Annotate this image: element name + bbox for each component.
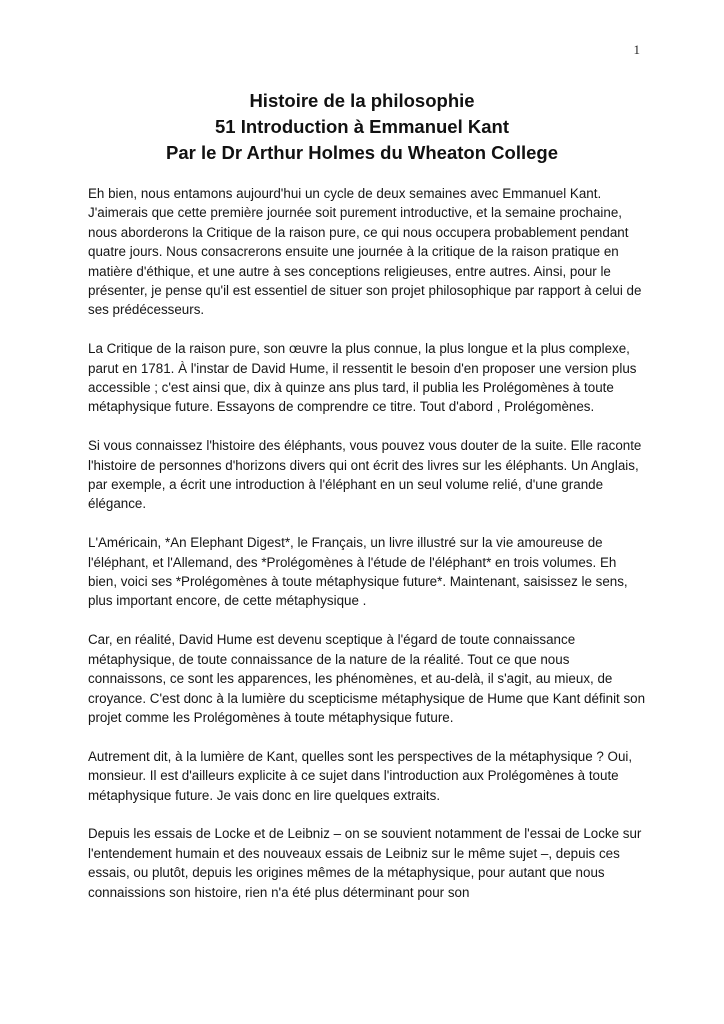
title-line-series: Histoire de la philosophie bbox=[249, 90, 475, 111]
page-number: 1 bbox=[633, 42, 640, 57]
paragraph: Depuis les essais de Locke et de Leibniz – on se souvient notamment de l'essai de Locke sur l'entendement humain et des nouveaux essais de Leibniz sur le même sujet –, depuis ces essais, ou plutôt, depuis les origines mêmes de la métaphysique, pour autant que nous connaissions son histoire, rien n'a été plus déterminant pour son bbox=[88, 826, 642, 900]
paragraph: Si vous connaissez l'histoire des éléphants, vous pouvez vous douter de la suite. Elle raconte l'histoire de personnes d'horizons divers qui ont écrit des livres sur les éléphants. Un Anglais, par exemple, a écrit une introduction à l'éléphant en un seul volume relié, d'une grande élégance. bbox=[88, 438, 642, 512]
paragraph: Autrement dit, à la lumière de Kant, quelles sont les perspectives de la métaphysique ? Oui, monsieur. Il est d'ailleurs explicite à ce sujet dans l'introduction aux Prolégomènes à toute métaphysique future. Je vais donc en lire quelques extraits. bbox=[88, 748, 633, 803]
document-title bbox=[0, 88, 724, 166]
paragraph: Car, en réalité, David Hume est devenu sceptique à l'égard de toute connaissance métaphysique, de toute connaissance de la nature de la réalité. Tout ce que nous connaissons, ce sont les apparences, les phénomènes, et au-delà, il s'agit, au mieux, de croyance. C'est donc à la lumière du scepticisme métaphysique de Hume que Kant définit son projet comme les Prolégomènes à toute métaphysique future. bbox=[88, 632, 646, 725]
paragraph: Eh bien, nous entamons aujourd'hui un cycle de deux semaines avec Emmanuel Kant. J'aimerais que cette première journée soit purement introductive, et la semaine prochaine, nous aborderons la Critique de la raison pure, ce qui nous occupera probablement pendant quatre jours. Nous consacrerons ensuite une journée à la critique de la raison pratique en matière d'éthique, et une autre à ses conceptions religieuses, entre autres. Ainsi, pour le présenter, je pense qu'il est essentiel de situer son projet philosophique par rapport à celui de ses prédécesseurs. bbox=[88, 186, 642, 318]
title-line-lecture: 51 Introduction à Emmanuel Kant bbox=[215, 116, 509, 137]
paragraph: L'Américain, *An Elephant Digest*, le Français, un livre illustré sur la vie amoureuse de l'éléphant, et l'Allemand, des *Prolégomènes à l'étude de l'éléphant* en trois volumes. Eh bien, voici ses *Prolégomènes à toute métaphysique future*. Maintenant, saisissez le sens, plus important encore, de cette métaphysique . bbox=[88, 535, 628, 609]
paragraph: La Critique de la raison pure, son œuvre la plus connue, la plus longue et la plus complexe, parut en 1781. À l'instar de David Hume, il ressentit le besoin d'en proposer une version plus accessible ; c'est ainsi que, dix à quinze ans plus tard, il publia les Prolégomènes à toute métaphysique future. Essayons de comprendre ce titre. Tout d'abord , Prolégomènes. bbox=[88, 341, 637, 415]
title-line-author: Par le Dr Arthur Holmes du Wheaton College bbox=[166, 142, 558, 163]
document-body bbox=[88, 184, 648, 921]
